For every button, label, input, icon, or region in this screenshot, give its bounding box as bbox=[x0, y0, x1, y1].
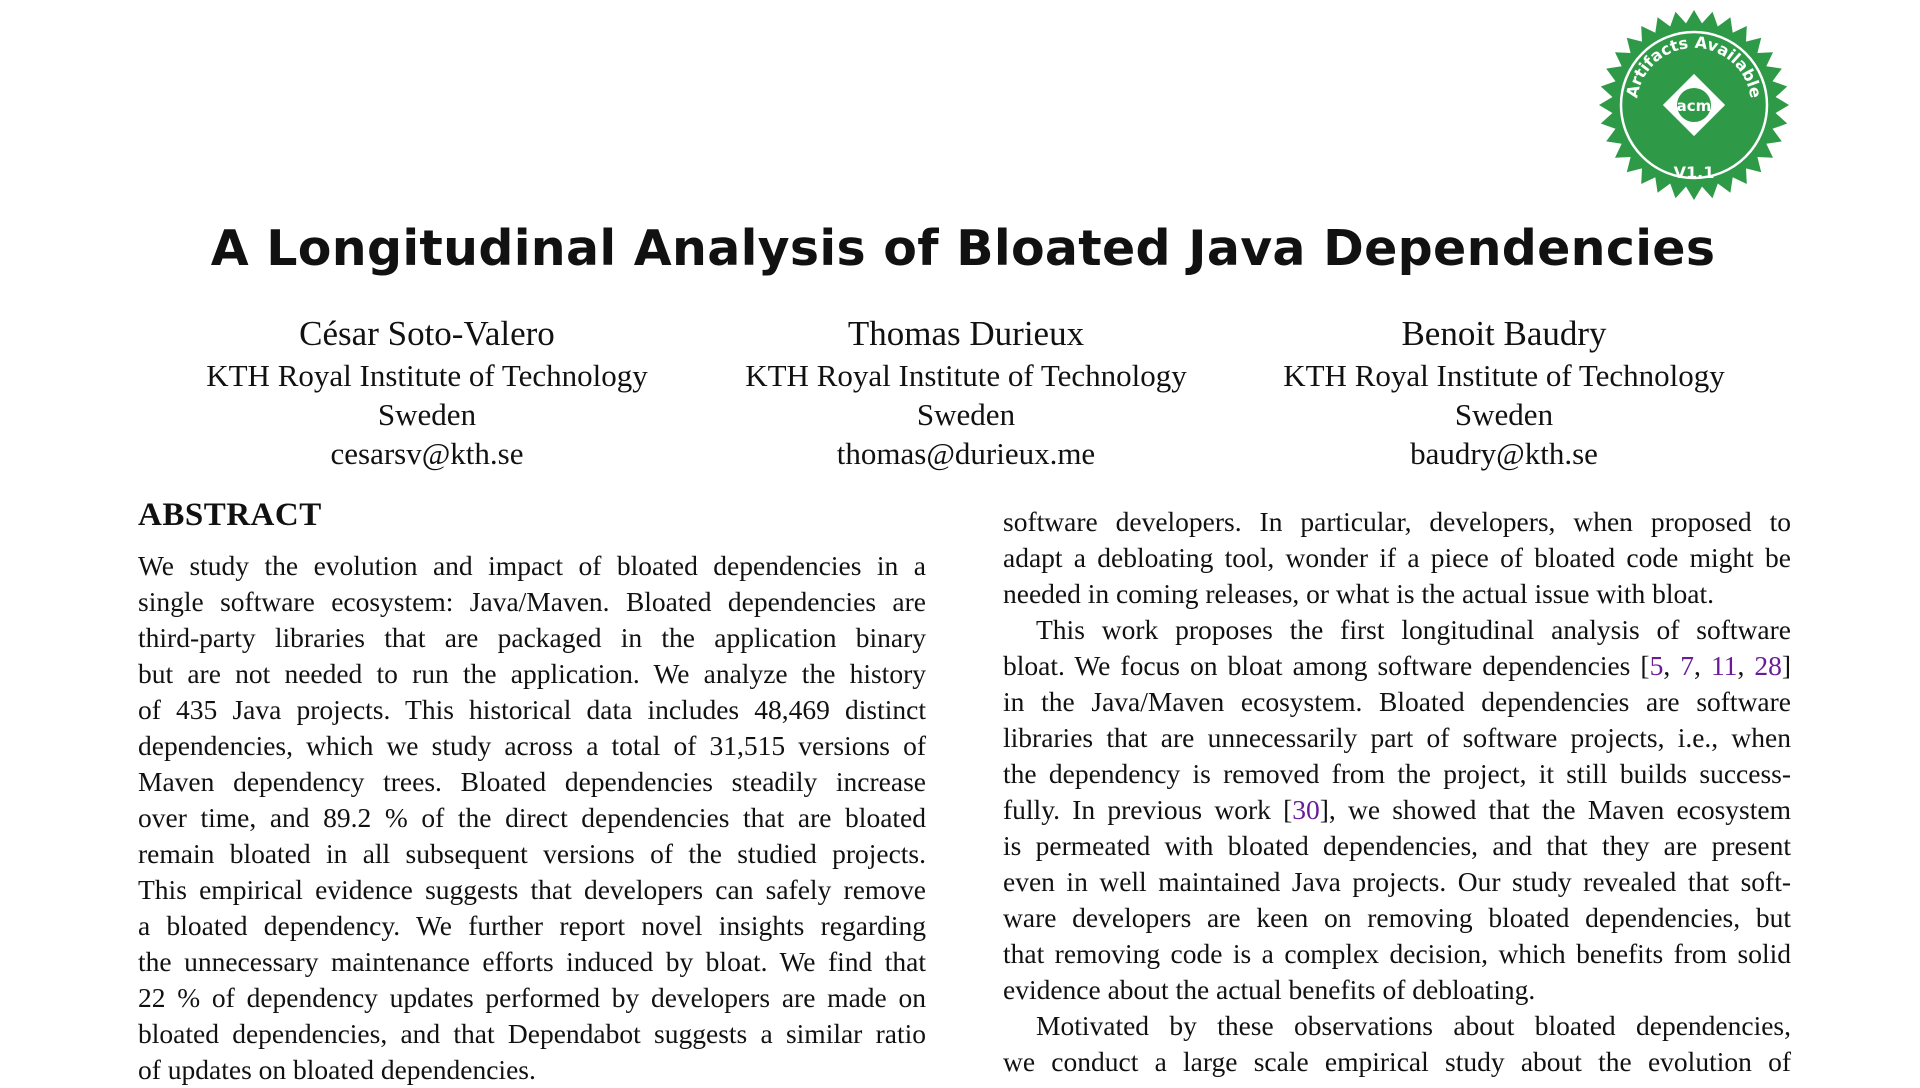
svg-text:V1.1: V1.1 bbox=[1673, 163, 1715, 182]
text-span: evidence about the actual benefits of debloating. bbox=[1003, 974, 1536, 1005]
text-line bbox=[1003, 828, 1791, 864]
introduction-text bbox=[1003, 504, 1791, 1080]
text-line bbox=[1003, 864, 1791, 900]
author-block bbox=[706, 312, 1226, 473]
text-span: ], we showed that the Maven ecosystem bbox=[1319, 794, 1791, 825]
author-country: Sweden bbox=[916, 397, 1016, 432]
abstract-text bbox=[138, 548, 926, 1088]
text-line bbox=[138, 1052, 926, 1088]
text-line bbox=[1003, 504, 1791, 540]
text-span: of updates on bloated dependencies. bbox=[138, 1054, 536, 1085]
author-block bbox=[167, 312, 687, 473]
text-line bbox=[1003, 576, 1791, 612]
text-line bbox=[1003, 612, 1791, 648]
text-line bbox=[138, 620, 926, 656]
citation-link[interactable]: 11 bbox=[1710, 650, 1738, 681]
text-span: remain bloated in all subsequent versions of the studied projects. bbox=[138, 838, 926, 869]
text-line bbox=[138, 872, 926, 908]
text-line bbox=[138, 908, 926, 944]
text-span: over time, and 89.2 % of the direct dependencies that are bloated bbox=[138, 802, 926, 833]
acm-artifacts-available-badge bbox=[1597, 8, 1791, 202]
author-name: César Soto-Valero bbox=[299, 314, 555, 353]
paper-title: A Longitudinal Analysis of Bloated Java Dependencies bbox=[210, 220, 1716, 277]
text-span: is permeated with bloated dependencies, and that they are present bbox=[1003, 830, 1791, 861]
text-line bbox=[138, 764, 926, 800]
text-line bbox=[138, 548, 926, 584]
text-span: even in well maintained Java projects. Our study revealed that soft- bbox=[1003, 866, 1791, 897]
text-line bbox=[138, 836, 926, 872]
author-affiliation: KTH Royal Institute of Technology bbox=[745, 358, 1187, 393]
text-line bbox=[1003, 720, 1791, 756]
author-affiliation: KTH Royal Institute of Technology bbox=[1283, 358, 1725, 393]
author-block bbox=[1244, 312, 1764, 473]
text-span: , bbox=[1694, 650, 1711, 681]
citation-link[interactable]: 7 bbox=[1680, 650, 1695, 681]
text-span: the dependency is removed from the project, it still builds success- bbox=[1003, 758, 1791, 789]
text-span: fully. In previous work [ bbox=[1003, 794, 1293, 825]
text-span: software developers. In particular, developers, when proposed to bbox=[1003, 506, 1791, 537]
text-line bbox=[138, 692, 926, 728]
text-line bbox=[1003, 1044, 1791, 1080]
text-span: needed in coming releases, or what is the actual issue with bloat. bbox=[1003, 578, 1714, 609]
text-span: , bbox=[1737, 650, 1755, 681]
author-email[interactable]: thomas@durieux.me bbox=[836, 436, 1096, 471]
text-span: We study the evolution and impact of bloated dependencies in a bbox=[138, 550, 926, 581]
text-span: ware developers are keen on removing bloated dependencies, but bbox=[1003, 902, 1791, 933]
text-span: This work proposes the first longitudinal analysis of software bbox=[1036, 614, 1791, 645]
text-line bbox=[1003, 900, 1791, 936]
text-span: single software ecosystem: Java/Maven. Bloated dependencies are bbox=[138, 586, 926, 617]
abstract-heading: ABSTRACT bbox=[138, 497, 322, 533]
text-span: we conduct a large scale empirical study about the evolution of bbox=[1003, 1046, 1791, 1077]
text-line bbox=[138, 656, 926, 692]
text-span: of 435 Java projects. This historical data includes 48,469 distinct bbox=[138, 694, 926, 725]
text-span: dependencies, which we study across a total of 31,515 versions of bbox=[138, 730, 926, 761]
text-span: the unnecessary maintenance efforts induced by bloat. We find that bbox=[138, 946, 926, 977]
text-line bbox=[138, 584, 926, 620]
citation-link[interactable]: 28 bbox=[1754, 650, 1782, 681]
text-line bbox=[138, 728, 926, 764]
text-span: ] bbox=[1781, 650, 1792, 681]
text-span: This empirical evidence suggests that developers can safely remove bbox=[138, 874, 926, 905]
text-line bbox=[138, 800, 926, 836]
text-span: but are not needed to run the application. We analyze the history bbox=[138, 658, 926, 689]
text-span: Maven dependency trees. Bloated dependencies steadily increase bbox=[138, 766, 926, 797]
text-line bbox=[1003, 936, 1791, 972]
author-email[interactable]: cesarsv@kth.se bbox=[330, 436, 524, 471]
text-span: third-party libraries that are packaged in the application binary bbox=[138, 622, 926, 653]
text-line bbox=[1003, 756, 1791, 792]
text-line bbox=[1003, 648, 1791, 684]
text-span: adapt a debloating tool, wonder if a piece of bloated code might be bbox=[1003, 542, 1791, 573]
author-name: Benoit Baudry bbox=[1401, 314, 1607, 353]
svg-text:acm: acm bbox=[1676, 97, 1712, 115]
author-affiliation: KTH Royal Institute of Technology bbox=[206, 358, 648, 393]
author-country: Sweden bbox=[377, 397, 477, 432]
text-line bbox=[1003, 792, 1791, 828]
author-country: Sweden bbox=[1454, 397, 1554, 432]
svg-text:Artifacts Available: Artifacts Available bbox=[1622, 32, 1766, 100]
text-span: that removing code is a complex decision, which benefits from solid bbox=[1003, 938, 1791, 969]
text-line bbox=[138, 1016, 926, 1052]
text-line bbox=[138, 980, 926, 1016]
text-span: bloat. We focus on bloat among software dependencies [ bbox=[1003, 650, 1650, 681]
text-line bbox=[1003, 1008, 1791, 1044]
text-line bbox=[138, 944, 926, 980]
author-email[interactable]: baudry@kth.se bbox=[1410, 436, 1598, 471]
citation-link[interactable]: 5 bbox=[1649, 650, 1664, 681]
text-span: bloated dependencies, and that Dependabot suggests a similar ratio bbox=[138, 1018, 926, 1049]
text-span: a bloated dependency. We further report novel insights regarding bbox=[138, 910, 926, 941]
text-span: , bbox=[1663, 650, 1681, 681]
text-line bbox=[1003, 684, 1791, 720]
text-span: 22 % of dependency updates performed by developers are made on bbox=[138, 982, 926, 1013]
text-span: in the Java/Maven ecosystem. Bloated dependencies are software bbox=[1003, 686, 1791, 717]
citation-link[interactable]: 30 bbox=[1292, 794, 1320, 825]
author-name: Thomas Durieux bbox=[847, 314, 1085, 353]
text-line bbox=[1003, 540, 1791, 576]
text-span: libraries that are unnecessarily part of software projects, i.e., when bbox=[1003, 722, 1791, 753]
badge-seal-icon bbox=[1597, 8, 1791, 202]
text-span: Motivated by these observations about bloated dependencies, bbox=[1036, 1010, 1791, 1041]
text-line bbox=[1003, 972, 1791, 1008]
